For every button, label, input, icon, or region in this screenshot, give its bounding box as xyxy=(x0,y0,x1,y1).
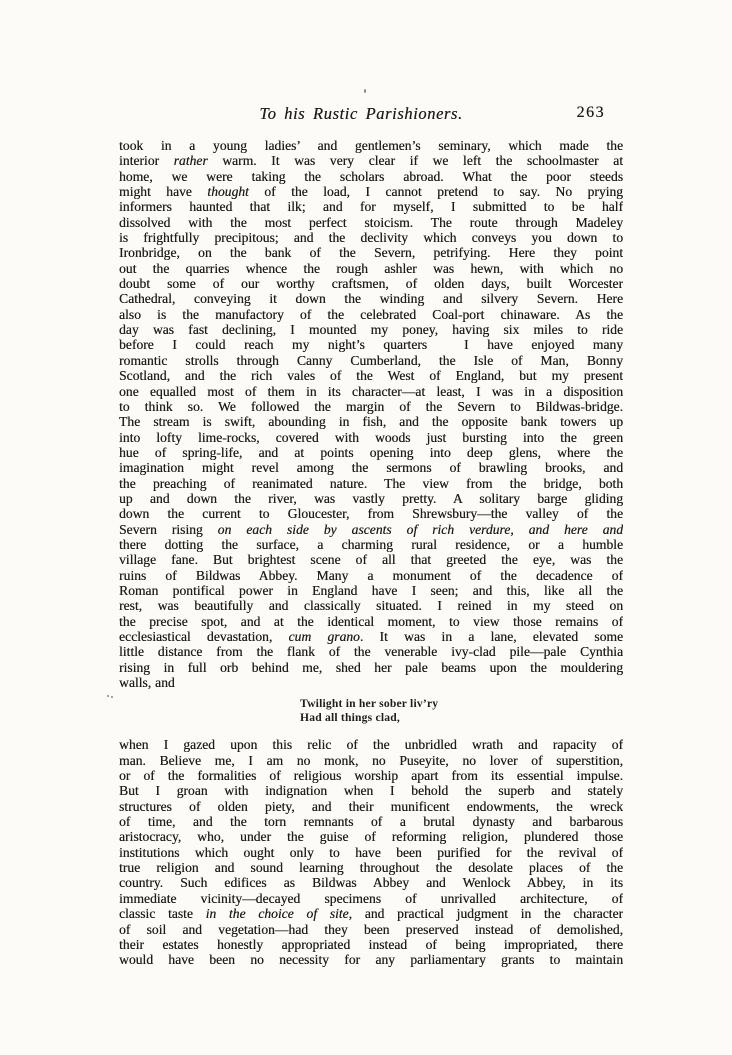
page-number: 263 xyxy=(576,104,605,121)
text-line: rising in full orb behind me, shed her pale beams upon the mouldering xyxy=(119,659,623,675)
text-line: also is the manufactory of the celebrated Coal-port chinaware. As the xyxy=(119,306,623,322)
text-line: Roman pontifical power in England have I seen; and this, like all the xyxy=(119,582,623,598)
text-line: classic taste in the choice of site, and practical judgment in the character xyxy=(119,906,623,922)
text-line: But I groan with indignation when I behold the superb and stately xyxy=(119,783,623,799)
text-line: man. Believe me, I am no monk, no Puseyite, no lover of superstition, xyxy=(119,752,623,768)
running-header xyxy=(119,104,623,122)
text-line: when I gazed upon this relic of the unbridled wrath and rapacity of xyxy=(119,737,623,753)
text-line: of time, and the torn remnants of a brutal dynasty and barbarous xyxy=(119,814,623,830)
text-line: up and down the river, was vastly pretty. A solitary barge gliding xyxy=(119,490,623,506)
text-line: before I could reach my night’s quarters I have enjoyed many xyxy=(119,337,623,353)
page-body xyxy=(119,138,623,968)
text-line: out the quarries whence the rough ashler was hewn, with which no xyxy=(119,260,623,276)
text-line: Ironbridge, on the bank of the Severn, petrifying. Here they point xyxy=(119,245,623,261)
text-line: interior rather warm. It was very clear if we left the schoolmaster at xyxy=(119,153,623,169)
text-line: home, we were taking the scholars abroad. What the poor steeds xyxy=(119,168,623,184)
text-line: or of the formalities of religious worship apart from its essential impulse. xyxy=(119,768,623,784)
text-line: down the current to Gloucester, from Shrewsbury—the valley of the xyxy=(119,506,623,522)
scan-speck xyxy=(107,695,109,697)
text-line: ruins of Bildwas Abbey. Many a monument of the decadence of xyxy=(119,567,623,583)
text-line: institutions which ought only to have been purified for the revival of xyxy=(119,844,623,860)
text-line: might have thought of the load, I cannot pretend to say. No prying xyxy=(119,184,623,200)
paragraph xyxy=(119,737,623,967)
text-line: aristocracy, who, under the guise of reforming religion, plundered those xyxy=(119,829,623,845)
text-line: The stream is swift, abounding in fish, and the opposite bank towers up xyxy=(119,414,623,430)
scan-speck xyxy=(364,89,366,93)
text-line: country. Such edifices as Bildwas Abbey and Wenlock Abbey, in its xyxy=(119,875,623,891)
text-line: romantic strolls through Canny Cumberland, the Isle of Man, Bonny xyxy=(119,352,623,368)
text-line: Severn rising on each side by ascents of rich verdure, and here and xyxy=(119,521,623,537)
text-line: immediate vicinity—decayed specimens of unrivalled architecture, of xyxy=(119,890,623,906)
text-block xyxy=(119,104,623,968)
text-line: ecclesiastical devastation, cum grano. It was in a lane, elevated some xyxy=(119,629,623,644)
text-line: day was fast declining, I mounted my poney, having six miles to ride xyxy=(119,322,623,338)
text-line: into lofty lime-rocks, covered with woods just bursting into the green xyxy=(119,429,623,445)
text-line: took in a young ladies’ and gentlemen’s seminary, which made the xyxy=(119,138,623,153)
text-line: the precise spot, and at the identical moment, to view those remains of xyxy=(119,613,623,629)
text-line: their estates honestly appropriated instead of being impropriated, there xyxy=(119,936,623,952)
text-line: one equalled most of them in its character—at least, I was in a disposition xyxy=(119,383,623,399)
text-line: rest, was beautifully and classically situated. I reined in my steed on xyxy=(119,598,623,614)
text-line: of soil and vegetation—had they been preserved instead of demolished, xyxy=(119,921,623,937)
text-line: walls, and xyxy=(119,675,175,691)
text-line: there dotting the surface, a charming rural residence, or a humble xyxy=(119,536,623,552)
verse-line: Had all things clad, xyxy=(300,710,400,724)
text-line: structures of olden piety, and their munificent endowments, the wreck xyxy=(119,798,623,814)
text-line: Scotland, and the rich vales of the West of England, but my present xyxy=(119,368,623,384)
text-line: Cathedral, conveying it down the winding and silvery Severn. Here xyxy=(119,291,623,307)
verse-quote xyxy=(300,697,623,724)
text-line: the preaching of reanimated nature. The view from the bridge, both xyxy=(119,475,623,491)
scan-speck xyxy=(111,696,113,698)
text-line: hue of spring-life, and at points opening into deep glens, where the xyxy=(119,444,623,460)
text-line: informers haunted that ilk; and for myself, I submitted to be half xyxy=(119,199,623,215)
text-line: to think so. We followed the margin of the Severn to Bildwas-bridge. xyxy=(119,398,623,414)
paragraph xyxy=(119,138,623,690)
text-line: village fane. But brightest scene of all that greeted the eye, was the xyxy=(119,552,623,568)
text-line: would have been no necessity for any parliamentary grants to maintain xyxy=(119,952,623,968)
text-line: is frightfully precipitous; and the declivity which conveys you down to xyxy=(119,230,623,246)
text-line: imagination might revel among the sermons of brawling brooks, and xyxy=(119,460,623,476)
text-line: little distance from the flank of the venerable ivy-clad pile—pale Cynthia xyxy=(119,644,623,660)
page-header-title: To his Rustic Parishioners. xyxy=(259,104,463,123)
text-line: doubt some of our worthy craftsmen, of olden days, built Worcester xyxy=(119,276,623,292)
text-line: true religion and sound learning throughout the desolate places of the xyxy=(119,860,623,876)
verse-line: Twilight in her sober liv’ry xyxy=(300,697,439,711)
text-line: dissolved with the most perfect stoicism. The route through Madeley xyxy=(119,214,623,230)
